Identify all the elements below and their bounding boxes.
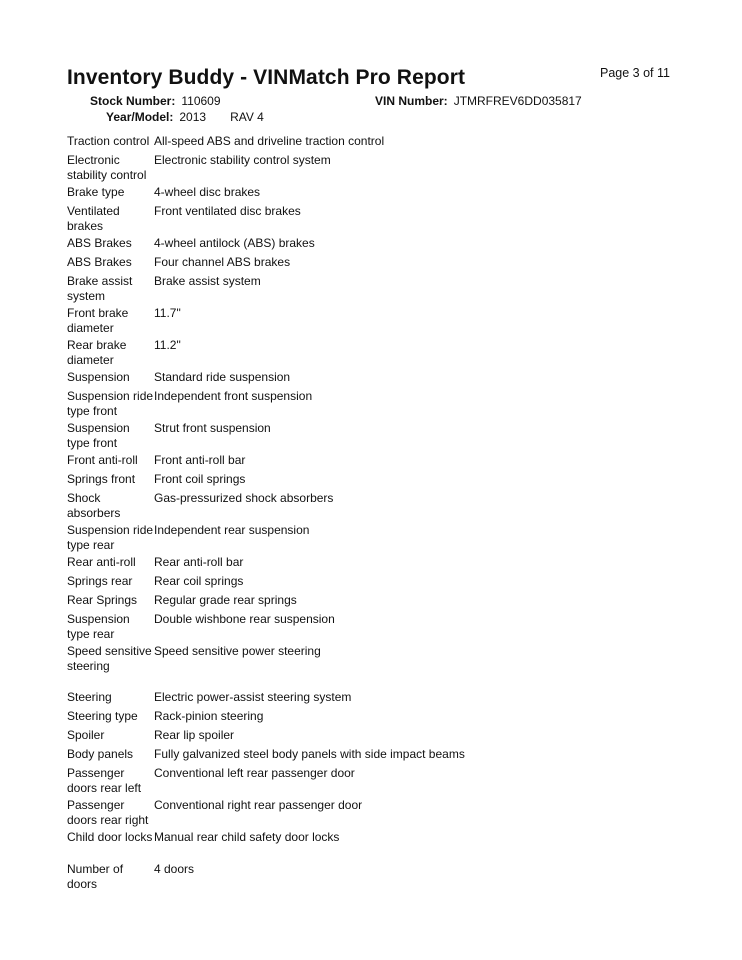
spec-value: Rear anti-roll bar: [154, 555, 244, 569]
vin-number-value: JTMRFREV6DD035817: [453, 94, 582, 108]
spec-value: Rear coil springs: [154, 574, 244, 588]
spec-value: All-speed ABS and driveline traction control: [154, 134, 385, 148]
spec-label: Suspension type rear: [67, 612, 130, 641]
spec-label: Ventilated brakes: [67, 204, 120, 233]
spec-row: [67, 523, 687, 555]
spec-label: Shock absorbers: [67, 491, 121, 520]
spec-row: [67, 472, 687, 491]
spec-row: [67, 690, 687, 709]
spec-row: [67, 421, 687, 453]
spec-label: Number of doors: [67, 862, 124, 891]
spec-label: Brake type: [67, 185, 125, 199]
spec-row: [67, 134, 687, 153]
spec-label: Springs rear: [67, 574, 133, 588]
report-title: Inventory Buddy - VINMatch Pro Report: [67, 66, 466, 89]
spec-label: Front anti-roll: [67, 453, 138, 467]
spec-label: Steering: [67, 690, 112, 704]
spec-label: Rear anti-roll: [67, 555, 136, 569]
vin-number-label: VIN Number:: [375, 94, 448, 108]
spec-row: [67, 728, 687, 747]
spec-row: [67, 185, 687, 204]
spec-value: Independent rear suspension: [154, 523, 310, 537]
spec-row: [67, 153, 687, 185]
spec-value: Conventional right rear passenger door: [154, 798, 363, 812]
spec-label: Body panels: [67, 747, 134, 761]
spec-value: Double wishbone rear suspension: [154, 612, 335, 626]
spec-label: Suspension ride type rear: [67, 523, 154, 552]
spec-value: 11.7": [154, 306, 181, 320]
page-indicator: Page 3 of 11: [600, 66, 670, 80]
spec-value: 4-wheel antilock (ABS) brakes: [154, 236, 315, 250]
spec-row: [67, 593, 687, 612]
spec-value: Front anti-roll bar: [154, 453, 246, 467]
spec-row: [67, 338, 687, 370]
spec-row: [67, 830, 687, 862]
spec-value: Manual rear child safety door locks: [154, 830, 340, 844]
spec-row: [67, 255, 687, 274]
spec-value: Front ventilated disc brakes: [154, 204, 301, 218]
spec-value: Electric power-assist steering system: [154, 690, 352, 704]
spec-row: [67, 274, 687, 306]
spec-label: Suspension type front: [67, 421, 130, 450]
spec-row: [67, 766, 687, 798]
model-value: RAV 4: [230, 110, 264, 124]
spec-row: [67, 574, 687, 593]
spec-label: Child door locks: [67, 830, 153, 844]
spec-row: [67, 389, 687, 421]
spec-label: Speed sensitive steering: [67, 644, 152, 673]
spec-value: 4-wheel disc brakes: [154, 185, 261, 199]
spec-value: 11.2": [154, 338, 181, 352]
spec-value: Brake assist system: [154, 274, 261, 288]
spec-label: ABS Brakes: [67, 255, 132, 269]
spec-row: [67, 236, 687, 255]
spec-value: Rack-pinion steering: [154, 709, 264, 723]
year-model: [106, 110, 264, 124]
spec-row: [67, 306, 687, 338]
spec-row: [67, 453, 687, 472]
spec-row: [67, 204, 687, 236]
spec-value: Front coil springs: [154, 472, 246, 486]
vin-number: [375, 94, 582, 108]
spec-value: Four channel ABS brakes: [154, 255, 291, 269]
spec-label: ABS Brakes: [67, 236, 132, 250]
spec-label: Passenger doors rear left: [67, 766, 142, 795]
spec-row: [67, 747, 687, 766]
spec-label: Spoiler: [67, 728, 105, 742]
spec-value: Speed sensitive power steering: [154, 644, 321, 658]
spec-value: Gas-pressurized shock absorbers: [154, 491, 334, 505]
spec-row: [67, 862, 687, 894]
year-model-label: Year/Model:: [106, 110, 174, 124]
spec-label: Rear brake diameter: [67, 338, 127, 367]
spec-label: Traction control: [67, 134, 150, 148]
spec-row: [67, 491, 687, 523]
stock-number-label: Stock Number:: [90, 94, 176, 108]
spec-row: [67, 798, 687, 830]
spec-label: Springs front: [67, 472, 136, 486]
spec-row: [67, 555, 687, 574]
spec-row: [67, 612, 687, 644]
spec-row: [67, 370, 687, 389]
spec-row: [67, 644, 687, 690]
spec-value: Rear lip spoiler: [154, 728, 235, 742]
spec-label: Passenger doors rear right: [67, 798, 149, 827]
spec-table: [67, 134, 687, 894]
spec-value: 4 doors: [154, 862, 195, 876]
spec-value: Regular grade rear springs: [154, 593, 297, 607]
spec-label: Suspension: [67, 370, 130, 384]
spec-value: Conventional left rear passenger door: [154, 766, 355, 780]
spec-label: Front brake diameter: [67, 306, 129, 335]
spec-value: Fully galvanized steel body panels with side impact beams: [154, 747, 465, 761]
spec-value: Strut front suspension: [154, 421, 271, 435]
spec-value: Independent front suspension: [154, 389, 313, 403]
spec-value: Standard ride suspension: [154, 370, 291, 384]
spec-label: Steering type: [67, 709, 138, 723]
stock-number: [90, 94, 221, 108]
stock-number-value: 110609: [181, 94, 221, 108]
spec-label: Brake assist system: [67, 274, 133, 303]
spec-row: [67, 709, 687, 728]
spec-label: Rear Springs: [67, 593, 138, 607]
spec-label: Suspension ride type front: [67, 389, 154, 418]
year-value: 2013: [179, 110, 207, 124]
spec-label: Electronic stability control: [67, 153, 147, 182]
spec-value: Electronic stability control system: [154, 153, 331, 167]
